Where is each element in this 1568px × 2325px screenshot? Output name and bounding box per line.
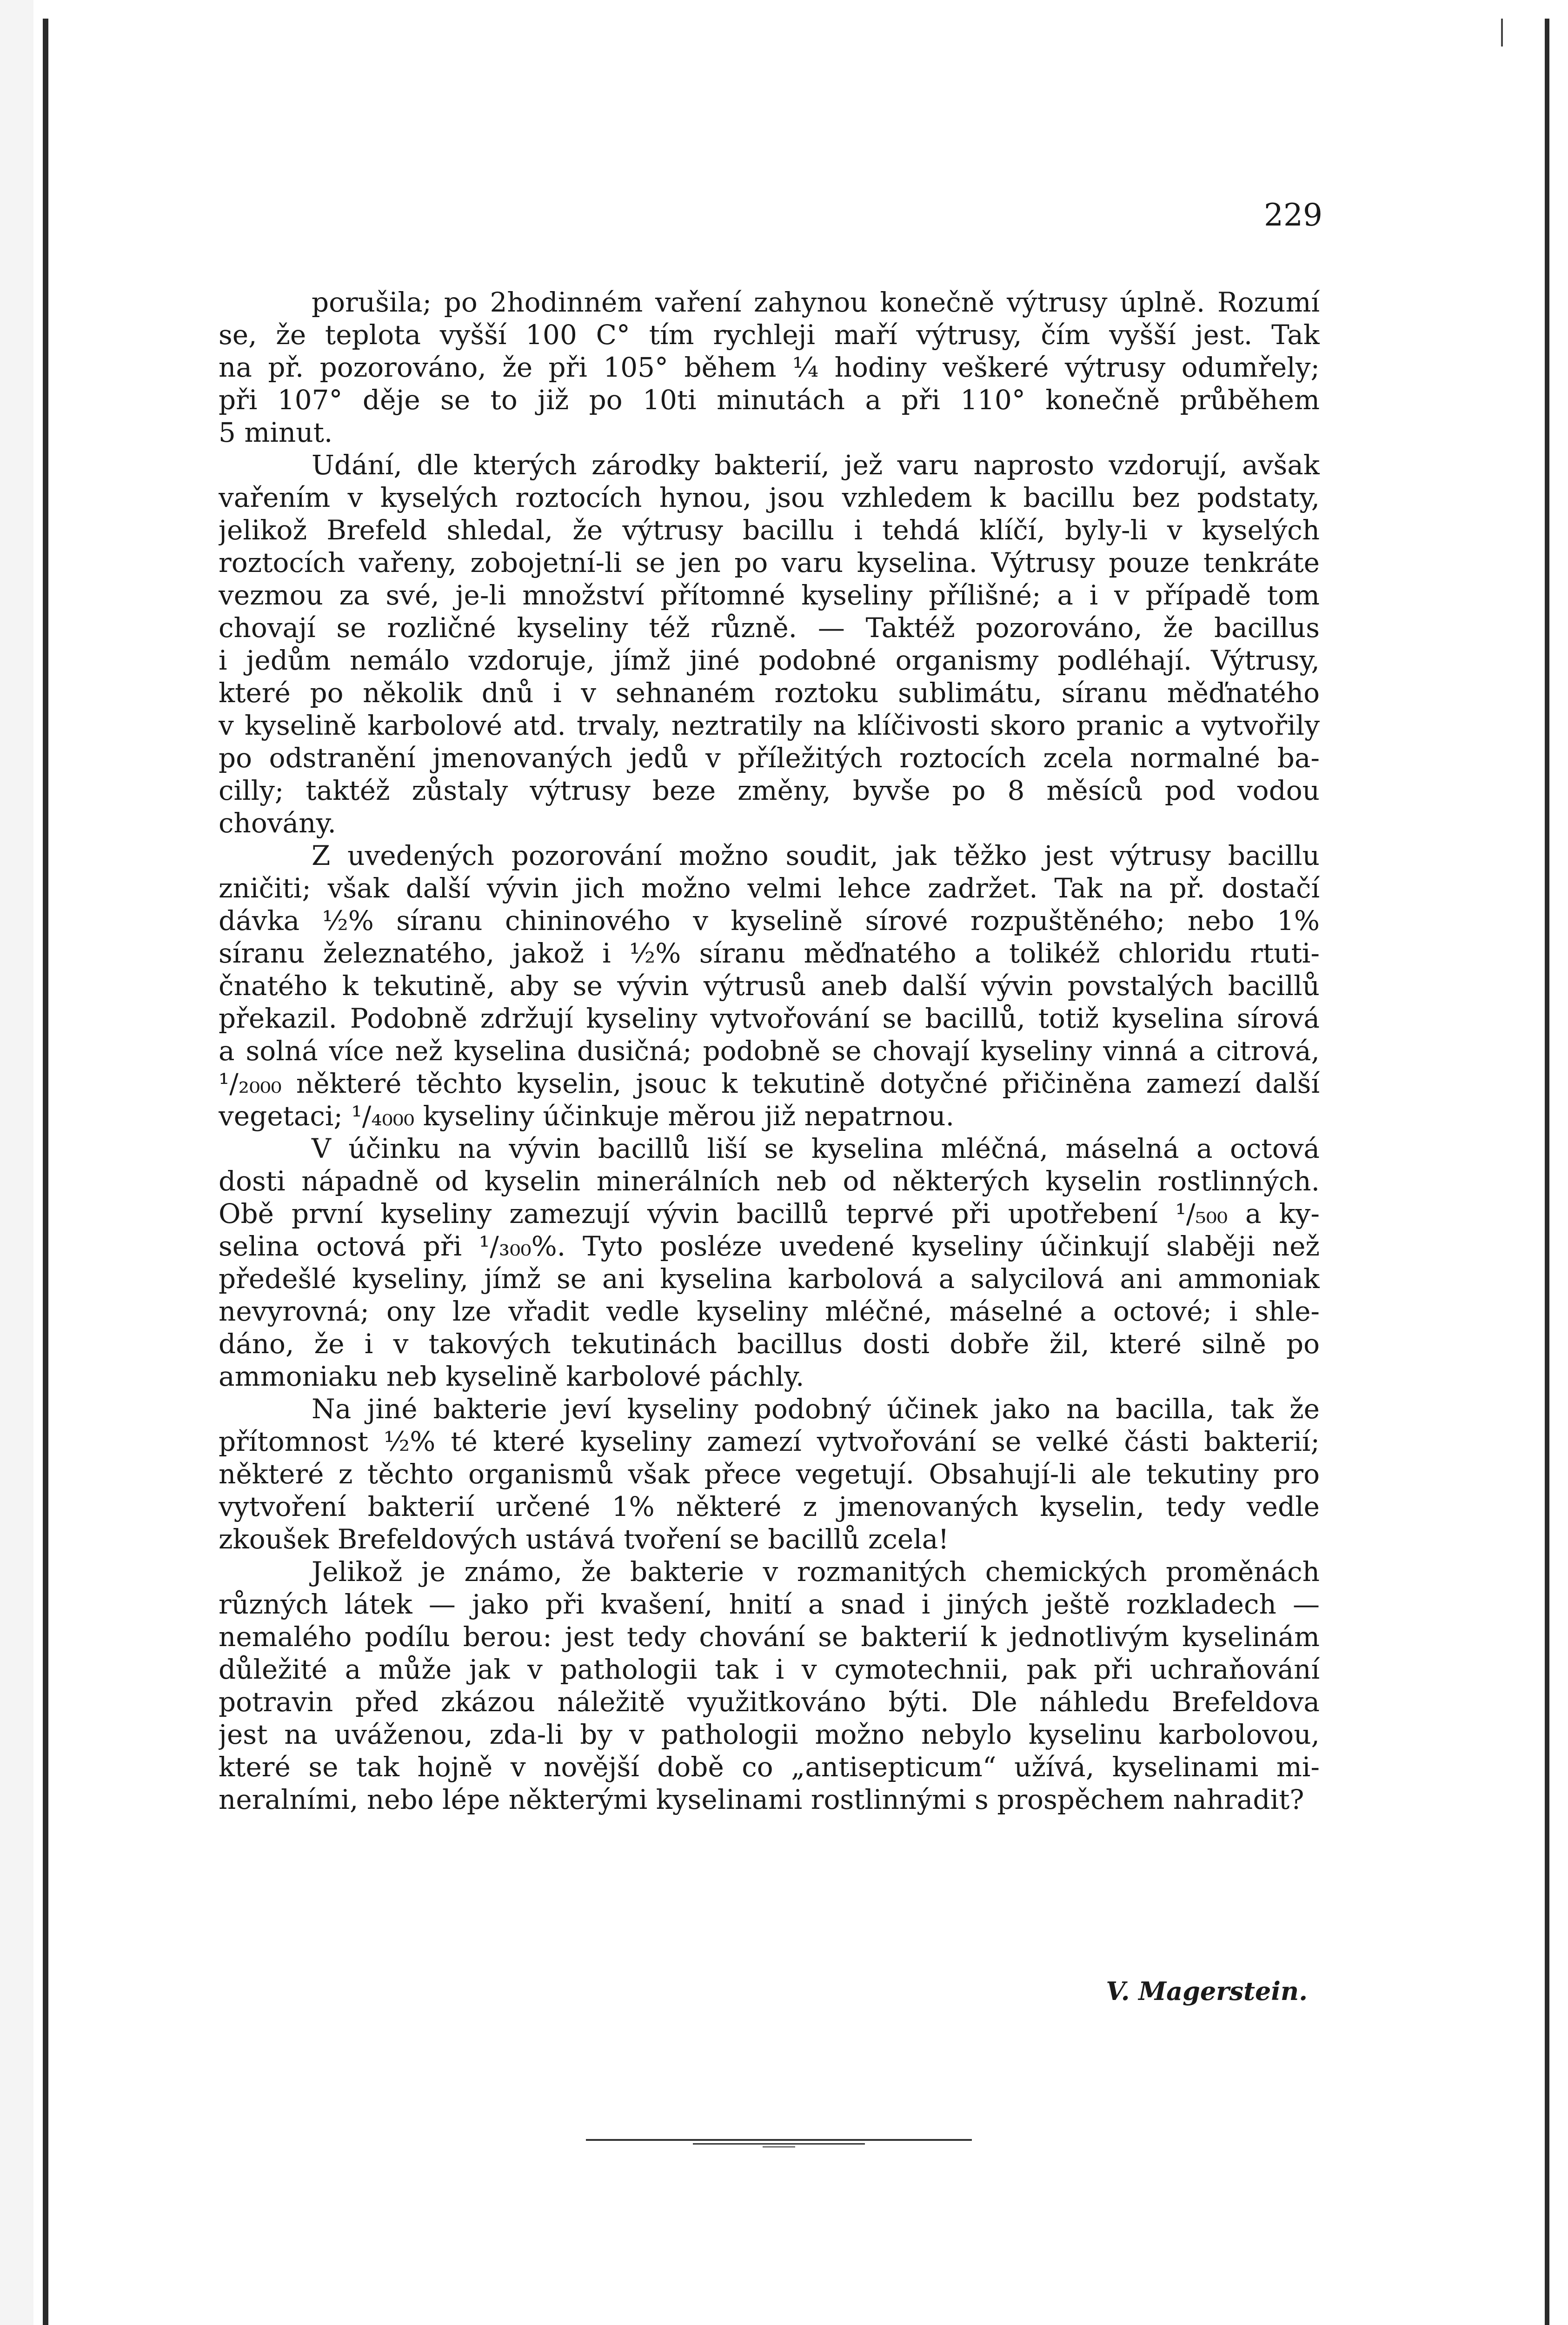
text-line: Na jiné bakterie jeví kyseliny podobný účinek jako na bacilla, tak že — [312, 1393, 1320, 1425]
text-line: překazil. Podobně zdržují kyseliny vytvořování se bacillů, totiž kyselina sírová — [219, 1003, 1320, 1034]
text-line: a solná více než kyselina dusičná; podobně se chovají kyseliny vinná a citrová, — [219, 1035, 1320, 1067]
author-signature: V. Magerstein. — [1106, 1976, 1308, 2006]
text-line: V účinku na vývin bacillů liší se kyselina mléčná, máselná a octová — [312, 1133, 1320, 1164]
page-edge — [0, 0, 33, 2325]
text-line: které se tak hojně v novější době co „antisepticum“ užívá, kyselinami mi- — [219, 1751, 1320, 1783]
text-line: potravin před zkázou náležitě využitkováno býti. Dle náhledu Brefeldova — [219, 1686, 1320, 1718]
text-line: nemalého podílu berou: jest tedy chování se bakterií k jednotlivým kyselinám — [219, 1621, 1320, 1653]
text-line: chovají se rozličné kyseliny též různě. — Taktéž pozorováno, že bacillus — [219, 612, 1320, 644]
text-line: porušila; po 2hodinném vaření zahynou konečně výtrusy úplně. Rozumí — [312, 286, 1320, 318]
text-line: některé z těchto organismů však přece vegetují. Obsahují-li ale tekutiny pro — [219, 1458, 1320, 1490]
text-line: důležité a může jak v pathologii tak i v cymotechnii, pak při uchraňování — [219, 1654, 1320, 1685]
text-line: při 107° děje se to již po 10ti minutách a při 110° konečně průběhem — [219, 384, 1320, 416]
text-line: dáno, že i v takových tekutinách bacillus dosti dobře žil, které silně po — [219, 1328, 1320, 1360]
text-line: vařením v kyselých roztocích hynou, jsou vzhledem k bacillu bez podstaty, — [219, 482, 1320, 513]
text-line: vegetaci; ¹/₄₀₀₀ kyseliny účinkuje měrou již nepatrnou. — [219, 1100, 955, 1132]
left-border-line — [43, 19, 48, 2325]
text-line: i jedům nemálo vzdoruje, jímž jiné podobné organismy podléhají. Výtrusy, — [219, 644, 1320, 676]
text-line: vytvoření bakterií určené 1% některé z jmenovaných kyselin, tedy vedle — [219, 1491, 1320, 1522]
text-line: různých látek — jako při kvašení, hnití a snad i jiných ještě rozkladech — — [219, 1588, 1320, 1620]
text-line: dosti nápadně od kyselin minerálních neb od některých kyselin rostlinných. — [219, 1165, 1320, 1197]
page-number: 229 — [1264, 197, 1322, 233]
end-ornament — [586, 2139, 972, 2148]
text-line: 5 minut. — [219, 417, 333, 448]
body-text — [219, 286, 1320, 1816]
right-border-line — [1545, 19, 1549, 2325]
text-line: se, že teplota vyšší 100 C° tím rychleji maří výtrusy, čím vyšší jest. Tak — [219, 319, 1320, 351]
text-line: ammoniaku neb kyselině karbolové páchly. — [219, 1361, 804, 1392]
text-line: čnatého k tekutině, aby se vývin výtrusů aneb další vývin povstalých bacillů — [219, 970, 1320, 1002]
text-line: nevyrovná; ony lze vřadit vedle kyseliny mléčné, máselné a octové; i shle- — [219, 1295, 1320, 1327]
text-line: předešlé kyseliny, jímž se ani kyselina karbolová a salycilová ani ammoniak — [219, 1263, 1320, 1295]
text-line: Z uvedených pozorování možno soudit, jak těžko jest výtrusy bacillu — [312, 840, 1320, 871]
text-line: po odstranění jmenovaných jedů v příležitých roztocích zcela normalné ba- — [219, 742, 1320, 774]
text-line: Udání, dle kterých zárodky bakterií, jež varu naprosto vzdorují, avšak — [312, 449, 1320, 481]
text-line: Obě první kyseliny zamezují vývin bacillů teprvé při upotřebení ¹/₅₀₀ a ky- — [219, 1198, 1320, 1229]
text-line: vezmou za své, je-li množství přítomné kyseliny přílišné; a i v případě tom — [219, 579, 1320, 611]
text-line: Jelikož je známo, že bakterie v rozmanitých chemických proměnách — [312, 1556, 1320, 1588]
text-line: zničiti; však další vývin jich možno velmi lehce zadržet. Tak na př. dostačí — [219, 872, 1320, 904]
text-line: zkoušek Brefeldových ustává tvoření se bacillů zcela! — [219, 1523, 949, 1555]
text-line: přítomnost ½% té které kyseliny zamezí vytvořování se velké části bakterií; — [219, 1426, 1320, 1457]
text-line: které po několik dnů i v sehnaném roztoku sublimátu, síranu měďnatého — [219, 677, 1320, 709]
text-line: jest na uváženou, zda-li by v pathologii možno nebylo kyselinu karbolovou, — [219, 1719, 1320, 1750]
text-line: cilly; taktéž zůstaly výtrusy beze změny, byvše po 8 měsíců pod vodou — [219, 775, 1320, 806]
text-line: chovány. — [219, 807, 336, 839]
text-line: na př. pozorováno, že při 105° během ¼ hodiny veškeré výtrusy odumřely; — [219, 352, 1320, 383]
right-edge-mark — [1501, 19, 1503, 46]
text-line: v kyselině karbolové atd. trvaly, neztratily na klíčivosti skoro pranic a vytvořily — [219, 710, 1320, 741]
text-line: síranu železnatého, jakož i ½% síranu měďnatého a tolikéž chloridu rtuti- — [219, 937, 1320, 969]
text-line: selina octová při ¹/₃₀₀%. Tyto posléze uvedené kyseliny účinkují slaběji než — [219, 1230, 1320, 1262]
text-line: roztocích vařeny, zobojetní-li se jen po varu kyselina. Výtrusy pouze tenkráte — [219, 547, 1320, 578]
text-line: ¹/₂₀₀₀ některé těchto kyselin, jsouc k tekutině dotyčné přičiněna zamezí další — [219, 1068, 1320, 1099]
text-line: dávka ½% síranu chininového v kyselině sírové rozpuštěného; nebo 1% — [219, 905, 1320, 937]
text-line: neralními, nebo lépe některými kyselinami rostlinnými s prospěchem nahradit? — [219, 1784, 1304, 1815]
text-line: jelikož Brefeld shledal, že výtrusy bacillu i tehdá klíčí, byly-li v kyselých — [219, 514, 1320, 546]
